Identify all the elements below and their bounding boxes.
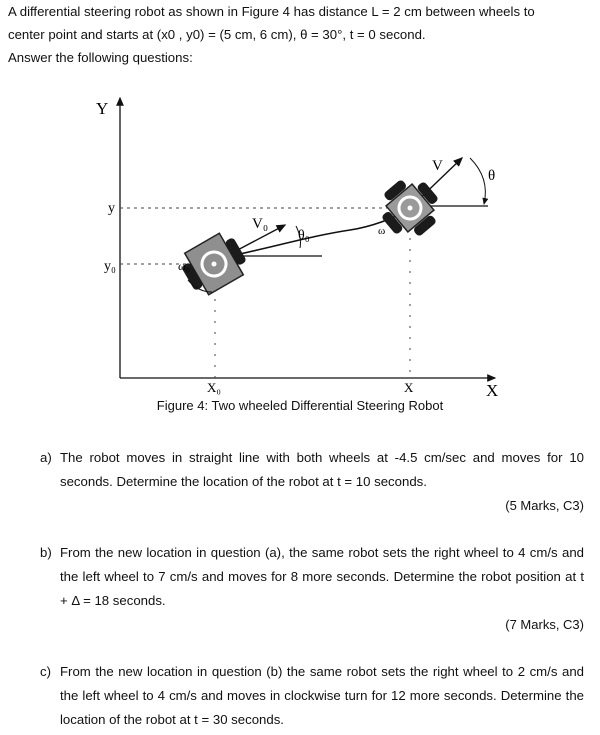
- intro-line-2: center point and starts at (x0 , y0) = (5 cm, 6 cm), θ = 30°, t = 0 second.: [8, 27, 426, 42]
- v-label: V: [432, 158, 443, 174]
- question-b-marks: (7 Marks, C3): [505, 617, 584, 632]
- question-b-text: From the new location in question (a), the same robot sets the right wheel to 4 cm/s and the left wheel to 7 cm/s and moves for 8 more seconds. Determine the robot position at t + Δ = 18 seconds.: [60, 545, 584, 608]
- figure-4: [0, 88, 600, 428]
- y-axis-label: Y: [96, 99, 109, 118]
- problem-intro: [8, 0, 594, 69]
- question-c-label: c): [40, 664, 51, 679]
- omega-label: ω: [378, 225, 386, 237]
- x-axis-label: X: [486, 381, 499, 398]
- question-b: [40, 541, 584, 613]
- question-a-label: a): [40, 450, 52, 465]
- y-tick-label: y: [108, 201, 115, 216]
- question-c: [40, 660, 584, 732]
- intro-line-3: Answer the following questions:: [8, 50, 193, 65]
- theta-arc: [470, 158, 485, 204]
- question-a: [40, 446, 584, 494]
- x0-tick-label: X₀: [207, 380, 221, 395]
- question-b-label: b): [40, 545, 52, 560]
- question-c-text: From the new location in question (b) the same robot sets the right wheel to 2 cm/s and the left wheel to 4 cm/s and moves in clockwise turn for 12 more seconds. Determine the location of the robot at t = 30 seconds.: [60, 664, 584, 727]
- theta-label: θ: [488, 168, 496, 184]
- intro-line-1: A differential steering robot as shown in Figure 4 has distance L = 2 cm between wheels to: [8, 4, 535, 19]
- y0-tick-label: y₀: [104, 259, 116, 274]
- omega0-label: ω₀: [178, 259, 191, 273]
- question-a-text: The robot moves in straight line with both wheels at -4.5 cm/sec and moves for 10 seconds. Determine the location of the robot at t = 10 seconds.: [60, 450, 584, 489]
- figure-caption: Figure 4: Two wheeled Differential Steering Robot: [156, 398, 444, 413]
- v0-label: V₀: [252, 216, 269, 232]
- robot-diagram: [0, 88, 600, 398]
- x-tick-label: X: [404, 380, 414, 395]
- question-a-marks: (5 Marks, C3): [505, 498, 584, 513]
- theta0-label: θ₀: [298, 228, 310, 243]
